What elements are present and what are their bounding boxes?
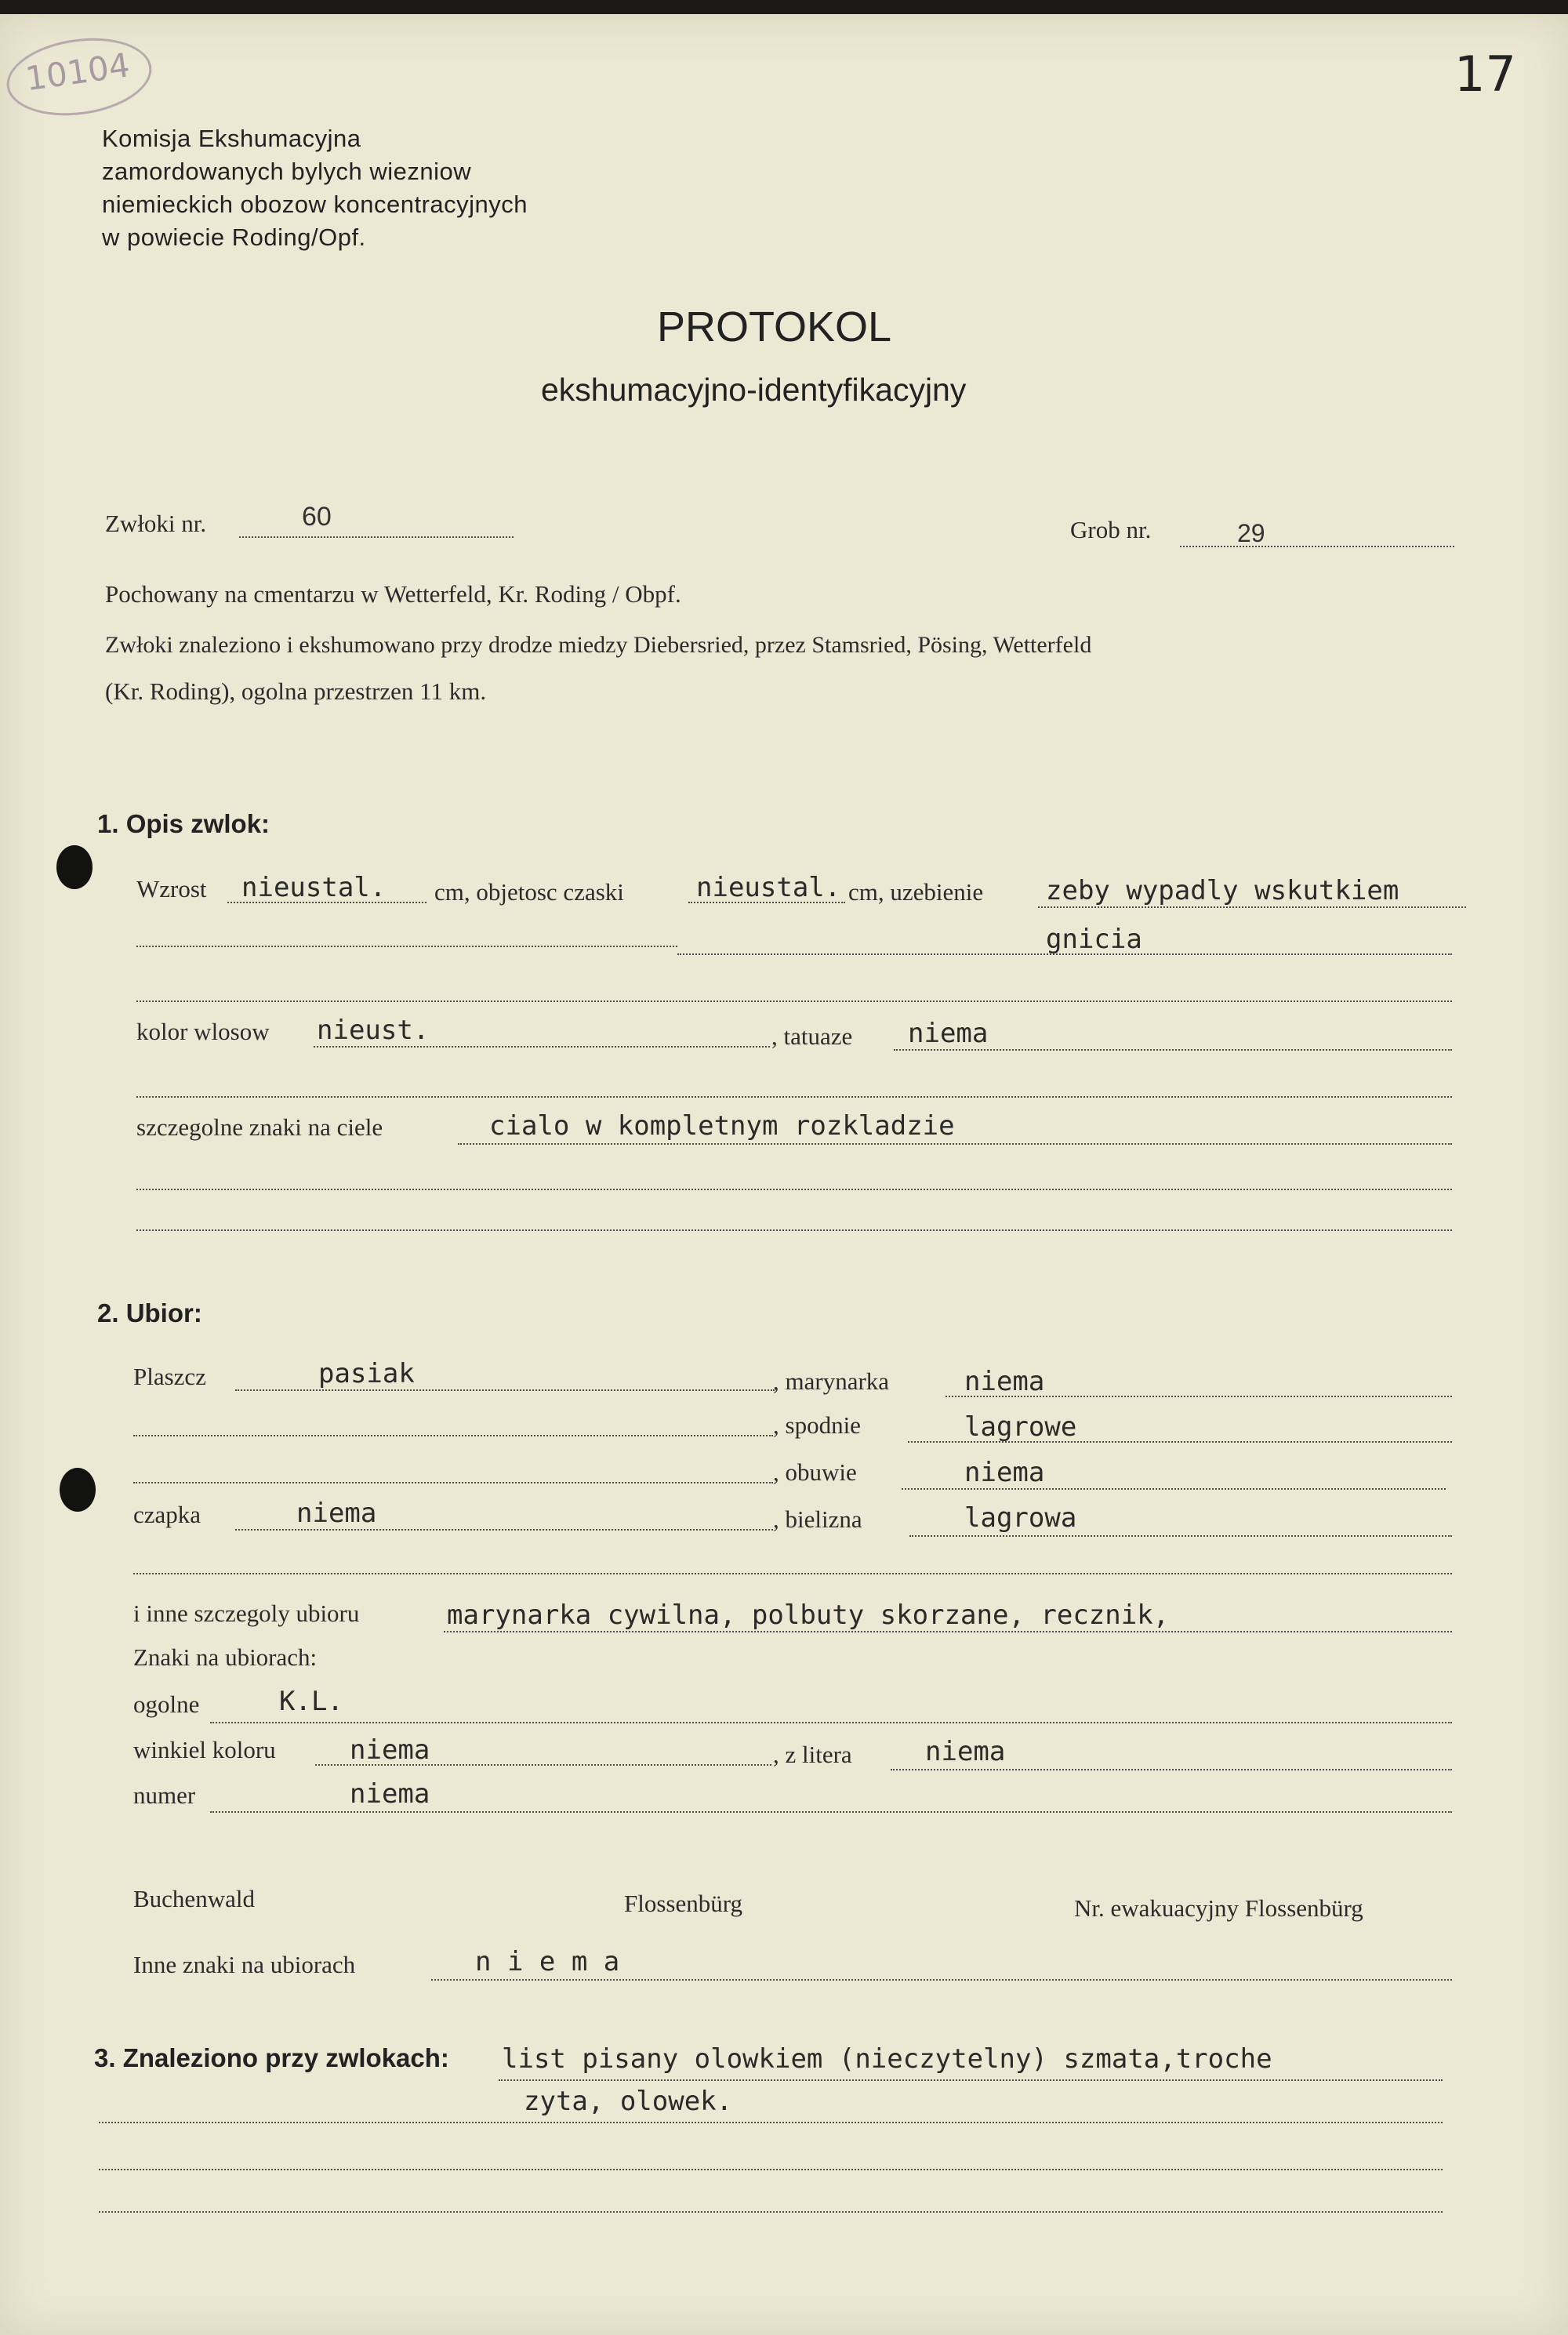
obuwie-label: , obuwie: [773, 1458, 857, 1486]
litera-label: , z litera: [773, 1741, 852, 1768]
winkiel-value: niema: [350, 1734, 430, 1766]
opis-line-5: [136, 1096, 1452, 1098]
tatuaze-label: , tatuaze: [771, 1022, 853, 1050]
section-1-heading: 1. Opis zwlok:: [97, 809, 270, 838]
czapka-label: czapka: [133, 1501, 201, 1528]
zwloki-line: [239, 536, 514, 538]
wzrost-value: nieustal.: [241, 872, 387, 903]
section-2-heading: 2. Ubior:: [97, 1298, 202, 1327]
header-line-1: Komisja Ekshumacyjna: [102, 125, 361, 152]
obuwie-prefix-line: [133, 1482, 773, 1483]
inne-znaki-line: [431, 1979, 1452, 1981]
opis-line-7: [136, 1189, 1452, 1190]
document-page: [0, 14, 1568, 2335]
uzebienie-line: [1038, 906, 1466, 908]
kolor-line: [314, 1046, 770, 1048]
znaki-line: [458, 1143, 1452, 1145]
bielizna-label: , bielizna: [773, 1505, 862, 1533]
bielizna-line: [909, 1535, 1452, 1537]
flossenburg-label: Flossenbürg: [624, 1890, 743, 1917]
header-line-2: zamordowanych bylych wiezniow: [102, 158, 472, 185]
spodnie-label: , spodnie: [773, 1411, 861, 1439]
numer-line: [210, 1811, 1452, 1813]
znaleziono-value-2: zyta, olowek.: [524, 2086, 733, 2117]
inne-szczegoly-label: i inne szczegoly ubioru: [133, 1600, 360, 1627]
plaszcz-value: pasiak: [318, 1358, 415, 1389]
uzebienie-value: zeby wypadly wskutkiem: [1046, 875, 1399, 906]
buchenwald-label: Buchenwald: [133, 1885, 255, 1912]
znaleziono-line-4: [99, 2211, 1443, 2213]
obuwie-value: niema: [964, 1457, 1045, 1488]
document-subtitle: ekshumacyjno-identyfikacyjny: [541, 372, 967, 408]
znaleziono-line-2: [99, 2122, 1443, 2123]
opis-line-3: [136, 1000, 1452, 1002]
ogolne-value: K.L.: [279, 1686, 343, 1717]
znaleziono-line-3: [99, 2169, 1443, 2170]
header-line-4: w powiecie Roding/Opf.: [102, 223, 366, 251]
punch-hole-bottom: [60, 1468, 96, 1512]
tatuaze-value: niema: [908, 1018, 989, 1049]
winkiel-label: winkiel koloru: [133, 1736, 276, 1763]
scan-top-edge: [0, 0, 1568, 14]
grob-line: [1180, 546, 1454, 547]
spodnie-value: lagrowe: [964, 1411, 1077, 1443]
ogolne-label: ogolne: [133, 1690, 200, 1718]
szczegolne-znaki-value: cialo w kompletnym rozkladzie: [489, 1110, 955, 1142]
uzebienie-label: cm, uzebienie: [848, 878, 984, 906]
inne-szczegoly-line: [444, 1631, 1452, 1632]
header-line-3: niemieckich obozow koncentracyjnych: [102, 191, 528, 218]
inne-znaki-label: Inne znaki na ubiorach: [133, 1951, 356, 1978]
wzrost-label: Wzrost: [136, 875, 207, 902]
uzebienie-continued: gnicia: [1046, 924, 1142, 955]
spodnie-prefix-line: [133, 1435, 773, 1436]
kolor-wlosow-value: nieust.: [317, 1015, 430, 1046]
zwloki-label: Zwłoki nr.: [105, 510, 207, 537]
znaleziono-line-1: [499, 2079, 1443, 2081]
bielizna-value: lagrowa: [964, 1502, 1077, 1534]
czapka-value: niema: [296, 1498, 377, 1529]
grob-value: 29: [1237, 519, 1265, 547]
intro-line-3: (Kr. Roding), ogolna przestrzen 11 km.: [105, 677, 487, 705]
czaski-value: nieustal.: [696, 872, 841, 903]
zwloki-value: 60: [302, 502, 332, 532]
document-title: PROTOKOL: [657, 303, 892, 350]
inne-szczegoly-value: marynarka cywilna, polbuty skorzane, recznik,: [447, 1600, 1170, 1631]
grob-label: Grob nr.: [1070, 516, 1152, 543]
page-number: 17: [1454, 45, 1516, 103]
punch-hole-top: [56, 845, 93, 889]
section-3-heading: 3. Znaleziono przy zwlokach:: [94, 2043, 449, 2072]
opis-line-8: [136, 1229, 1452, 1231]
archive-stamp-number: 10104: [23, 45, 132, 99]
marynarka-value: niema: [964, 1366, 1045, 1397]
szczegolne-znaki-label: szczegolne znaki na ciele: [136, 1113, 383, 1141]
intro-line-2: Zwłoki znaleziono i ekshumowano przy drodze miedzy Diebersried, przez Stamsried, Pösing, Wetterfeld: [105, 632, 1092, 658]
objetosc-label: cm, objetosc czaski: [434, 878, 624, 906]
intro-line-1: Pochowany na cmentarzu w Wetterfeld, Kr. Roding / Obpf.: [105, 580, 681, 608]
plaszcz-line: [235, 1389, 775, 1391]
kolor-wlosow-label: kolor wlosow: [136, 1018, 270, 1045]
ogolne-line: [210, 1722, 1452, 1723]
inne-znaki-value: n i e m a: [475, 1946, 620, 1977]
obuwie-line: [902, 1488, 1446, 1490]
numer-value: niema: [350, 1778, 430, 1810]
tatuaze-line: [894, 1049, 1452, 1051]
opis-line-2a: [136, 946, 677, 947]
marynarka-label: , marynarka: [773, 1367, 890, 1395]
czapka-line: [235, 1529, 773, 1531]
nr-ewakuacyjny-label: Nr. ewakuacyjny Flossenbürg: [1074, 1894, 1363, 1922]
numer-label: numer: [133, 1781, 196, 1809]
ubior-blank-line: [133, 1573, 1452, 1574]
znaleziono-value-1: list pisany olowkiem (nieczytelny) szmata,troche: [502, 2043, 1272, 2075]
znaki-na-ubiorach-label: Znaki na ubiorach:: [133, 1643, 318, 1671]
litera-value: niema: [925, 1736, 1006, 1767]
plaszcz-label: Plaszcz: [133, 1363, 206, 1390]
litera-line: [891, 1769, 1452, 1770]
